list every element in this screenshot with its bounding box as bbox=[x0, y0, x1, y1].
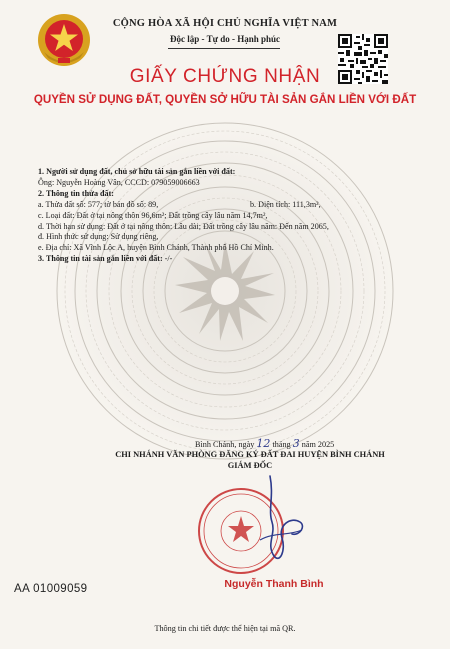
section3-value: -/- bbox=[164, 254, 173, 264]
document-title: GIẤY CHỨNG NHẬN bbox=[129, 66, 321, 87]
section3-row bbox=[38, 254, 410, 265]
document-subtitle: QUYỀN SỬ DỤNG ĐẤT, QUYỀN SỞ HỮU TÀI SẢN GẮN LIỀN VỚI ĐẤT bbox=[33, 93, 417, 106]
country-header: CỘNG HÒA XÃ HỘI CHỦ NGHĨA VIỆT NAM bbox=[112, 18, 338, 29]
section2-heading: 2. Thông tin thửa đất: bbox=[38, 188, 114, 198]
signer-name: Nguyễn Thanh Bình bbox=[224, 578, 324, 590]
motto-underline bbox=[168, 48, 280, 49]
land-type: c. Loại đất: Đất ở tại nông thôn 96,6m²; Đất trồng cây lâu năm 14,7m², bbox=[38, 210, 268, 220]
section1-heading: 1. Người sử dụng đất, chủ sở hữu tài sản gắn liền với đất: bbox=[38, 167, 236, 176]
national-emblem-icon bbox=[36, 12, 92, 70]
signing-day: 12 bbox=[256, 437, 271, 450]
signing-date bbox=[195, 437, 375, 450]
usage-form: đ. Hình thức sử dụng: Sử dụng riêng, bbox=[38, 232, 159, 242]
qr-footer-note: Thông tin chi tiết được thể hiện tại mã QR. bbox=[154, 624, 296, 633]
signing-place: Bình Chánh, ngày bbox=[195, 440, 255, 449]
signer-role: GIÁM ĐỐC bbox=[227, 461, 273, 470]
serial-number: AA 01009059 bbox=[14, 583, 88, 595]
usage-term: d. Thời hạn sử dụng: Đất ở tại nông thôn: Lâu dài; Đất trồng cây lâu năm: Đến năm 2065, bbox=[38, 221, 329, 231]
issuing-office: CHI NHÁNH VĂN PHÒNG ĐĂNG KÝ ĐẤT ĐAI HUYỆN BÌNH CHÁNH bbox=[115, 450, 385, 459]
director-signature bbox=[240, 470, 320, 570]
certificate-content bbox=[38, 167, 410, 265]
signing-month-label: tháng bbox=[272, 440, 291, 449]
signing-month: 3 bbox=[292, 437, 300, 450]
owner-line: Ông: Nguyễn Hoàng Vân, CCCD: 079059006663 bbox=[38, 177, 200, 187]
parcel-number: a. Thửa đất số: 577; tờ bản đồ số: 89, bbox=[38, 199, 159, 209]
land-address: e. Địa chỉ: Xã Vĩnh Lộc A, huyện Bình Chánh, Thành phố Hồ Chí Minh. bbox=[38, 243, 274, 253]
section3-heading: 3. Thông tin tài sản gắn liền với đất: bbox=[38, 254, 163, 264]
parcel-row bbox=[38, 200, 410, 211]
motto-header: Độc lập - Tự do - Hạnh phúc bbox=[169, 34, 280, 44]
signing-year: năm 2025 bbox=[301, 440, 335, 449]
land-area: b. Diện tích: 111,3m², bbox=[250, 199, 321, 209]
